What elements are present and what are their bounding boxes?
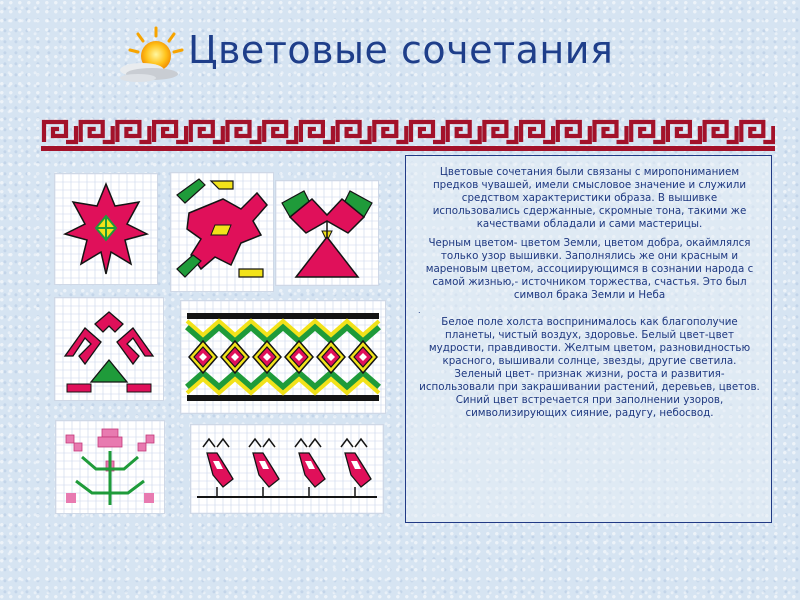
pattern-rams-horn-tile <box>54 297 164 401</box>
pattern-bird-tile <box>170 172 274 292</box>
description-text-box <box>405 155 772 523</box>
pattern-tree-tile <box>275 180 379 286</box>
paragraph-black-red: Черным цветом- цветом Земли, цветом добра, окаймлялся только узор вышивки. Заполнялись же они красным и мареновым цветом, ассоциирующимся в сознании народа с самой жизнью,- источником торжества, счастья. Это был символ брака Земли и Неба <box>425 237 754 301</box>
paragraph-intro: Цветовые сочетания были связаны с миропониманием предков чувашей, имели смысловое значение и служили средством характеристики образа. В вышивке использовались сдержанные, скромные тона, такими же качествами обладали и сами мастерицы. <box>432 166 747 230</box>
pattern-flower-tile <box>55 420 165 514</box>
paragraph-white-colors: Белое поле холста воспринималось как благополучие планеты, чистый воздух, здоровье. Белый цвет-цвет мудрости, правдивости. Желтым цветом, разновидностью красного, вышивали солнце, звезды, другие светила. Зеленый цвет- признак жизни, роста и развития- использовали при закрашивании растений, деревьев, цветов. Синий цвет встречается при заполнении узоров, символизирующих сияние, радугу, небосвод. <box>419 316 760 419</box>
pattern-star-tile <box>54 173 158 285</box>
sun-behind-cloud-icon <box>116 24 186 88</box>
pattern-band-tile <box>180 300 386 414</box>
slide-title: Цветовые сочетания <box>188 28 614 72</box>
meander-ornament-border <box>41 116 775 152</box>
separator-dot: . <box>418 306 421 315</box>
pattern-birds-row-tile <box>190 424 384 514</box>
